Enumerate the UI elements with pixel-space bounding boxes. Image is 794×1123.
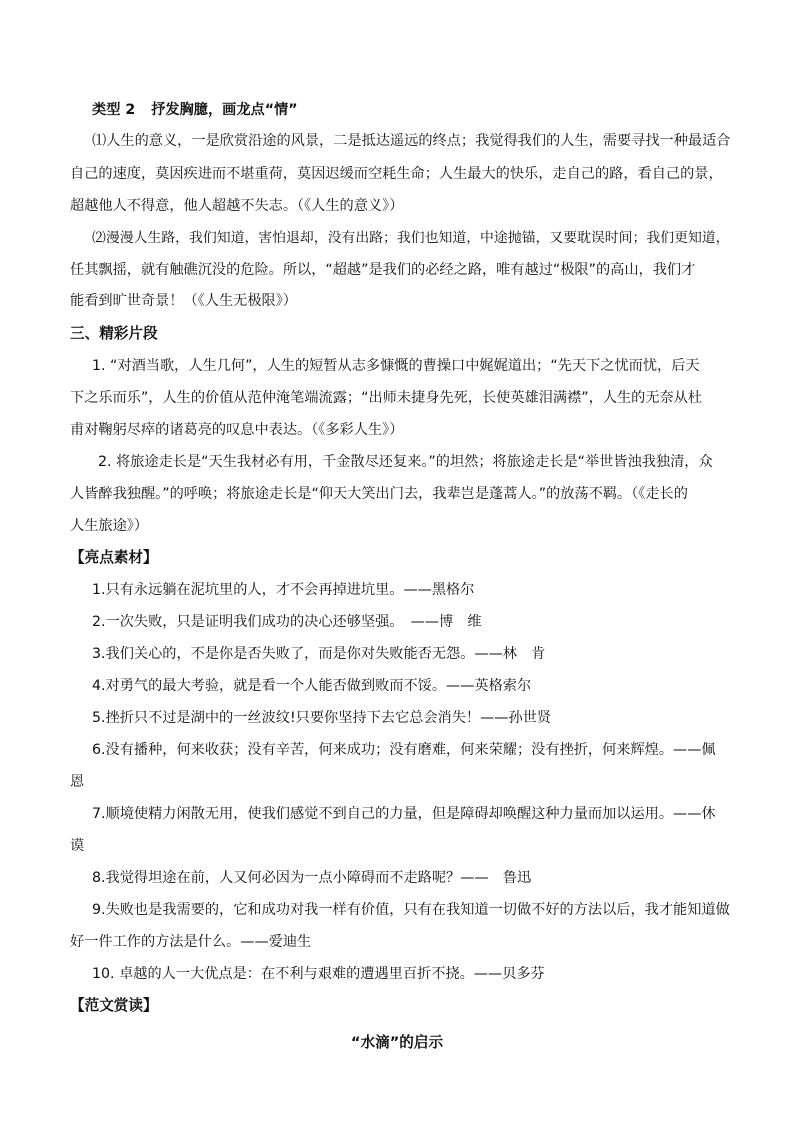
highlights-title: 【亮点素材】: [70, 549, 158, 566]
section3-p1-line2: 下之乐而乐”，人生的价值从范仲淹笔端流露；“出师未捷身先死，长使英雄泪满襟”，人生的无奈从杜: [70, 390, 703, 406]
essay-title: “水滴”的启示: [350, 1034, 444, 1051]
highlight-item-9-line1: 9.失败也是我需要的，它和成功对我一样有价值，只有在我知道一切做不好的方法以后，我才能知道做: [92, 902, 730, 918]
highlight-item-3: 3.我们关心的，不是你是否失败了，而是你对失败能否无怨。——林 肯: [92, 646, 546, 662]
highlight-item-10: 10. 卓越的人一大优点是：在不利与艰难的遭遇里百折不挠。——贝多芬: [92, 966, 545, 982]
highlight-item-4: 4.对勇气的最大考验，就是看一个人能否做到败而不馁。——英格索尔: [92, 678, 532, 694]
highlight-item-8: 8.我觉得坦途在前，人又何必因为一点小障碍而不走路呢？—— 鲁迅: [92, 870, 532, 886]
highlight-item-7-line2: 谟: [70, 838, 85, 854]
type2-title: 抒发胸臆，画龙点“情”: [151, 102, 298, 118]
type2-p2-line3: 能看到旷世奇景！（《人生无极限》）: [70, 293, 297, 309]
highlight-item-6-line1: 6.没有播种，何来收获；没有辛苦，何来成功；没有磨难，何来荣耀；没有挫折，何来辉煌。——佩: [92, 742, 716, 758]
type2-p1-line3: 超越他人不得意，他人超越不失志。（《人生的意义》）: [70, 198, 404, 214]
section3-p2-line3: 人生旅途》）: [70, 518, 149, 534]
highlight-item-1: 1.只有永远躺在泥坑里的人，才不会再掉进坑里。——黑格尔: [92, 582, 475, 598]
highlight-item-7-line1: 7.顺境使精力闲散无用，使我们感觉不到自己的力量，但是障碍却唤醒这种力量而加以运用。——休: [92, 806, 716, 822]
section3-title: 三、精彩片段: [70, 325, 158, 342]
section3-p2-line2: 人皆醉我独醒。”的呼唤；将旅途走长是“仰天大笑出门去，我辈岂是蓬蒿人。”的放荡不羁。（《走长的: [70, 486, 688, 502]
section3-p2-line1: 2. 将旅途走长是“天生我材必有用，千金散尽还复来。”的坦然；将旅途走长是“举世皆浊我独清，众: [98, 454, 713, 470]
highlight-item-9-line2: 好一件工作的方法是什么。——爱迪生: [70, 934, 312, 950]
type2-heading: [92, 101, 298, 119]
type2-p1-line2: 自己的速度，莫因疾进而不堪重荷，莫因迟缓而空耗生命；人生最大的快乐，走自己的路，看自己的景，: [70, 166, 723, 182]
type2-p1-line1: ⑴人生的意义，一是欣赏沿途的风景，二是抵达遥远的终点；我觉得我们的人生，需要寻找一种最适合: [92, 133, 731, 149]
section3-p1-line3: 甫对鞠躬尽瘁的诸葛亮的叹息中表达。（《多彩人生》）: [70, 422, 404, 438]
type2-label: 类型 2: [92, 102, 136, 118]
highlight-item-2: 2.一次失败，只是证明我们成功的决心还够坚强。 ——博 维: [92, 614, 482, 630]
highlight-item-5: 5.挫折只不过是湖中的一丝波纹!只要你坚持下去它总会消失！——孙世贤: [92, 710, 552, 726]
highlight-item-6-line2: 恩: [70, 774, 85, 790]
type2-p2-line2: 任其飘摇，就有触礁沉没的危险。所以，“超越”是我们的必经之路，唯有越过“极限”的高山，我们才: [70, 262, 696, 278]
section3-p1-line1: 1. “对酒当歌，人生几何”，人生的短暂从志多慷慨的曹操口中娓娓道出；“先天下之忧而忧，后天: [92, 358, 700, 374]
model-essay-title: 【范文赏读】: [70, 997, 158, 1014]
type2-p2-line1: ⑵漫漫人生路，我们知道，害怕退却，没有出路；我们也知道，中途抛锚，又要耽误时间；我们更知道，: [92, 230, 730, 246]
